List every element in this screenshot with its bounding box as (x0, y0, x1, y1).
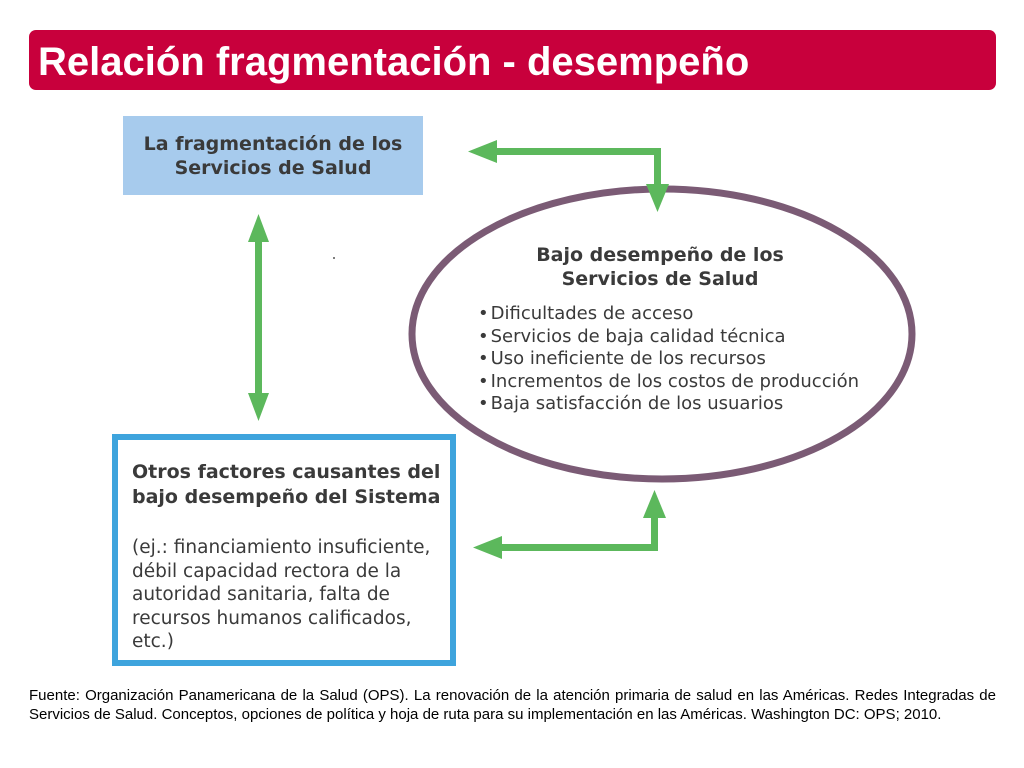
other-factors-title (132, 460, 452, 510)
bottom-elbow-arrow (473, 490, 666, 559)
other-factors-line: etc.) (132, 631, 174, 652)
other-factors-line: débil capacidad rectora de la (132, 560, 402, 582)
source-citation: Fuente: Organización Panamericana de la Salud (OPS). La renovación de la atención primaria de salud en las Américas. Redes Integradas de Servicios de Salud. Conceptos, opciones de política y hoja de ruta para su implementación en las Américas. Washington DC: OPS; 2010. (29, 687, 996, 723)
vertical-double-arrow (248, 214, 269, 421)
other-factors-line: recursos humanos calificados, (132, 607, 412, 629)
bullet-text: Incrementos de los costos de producción (490, 370, 860, 392)
other-factors-title-line2: bajo desempeño del Sistema (132, 486, 441, 508)
other-factors-line: (ej.: financiamiento insuficiente, (132, 537, 431, 558)
bullet-text: Dificultades de acceso (490, 303, 694, 324)
page-title: Relación fragmentación - desempeño (38, 40, 750, 84)
performance-bullet-list (478, 303, 900, 416)
bullet-text: Uso ineficiente de los recursos (490, 348, 766, 369)
fragmentation-label-line2: Servicios de Salud (174, 157, 372, 179)
other-factors-title-line1: Otros factores causantes del (132, 461, 441, 483)
stray-dot (333, 257, 335, 259)
fragmentation-label-line1: La fragmentación de los (143, 133, 403, 155)
bullet-text: Servicios de baja calidad técnica (490, 325, 786, 347)
performance-title (440, 243, 880, 291)
other-factors-line: autoridad sanitaria, falta de (132, 584, 390, 605)
list-item: • Uso ineficiente de los recursos (478, 348, 766, 369)
list-item: • Incrementos de los costos de producción (478, 370, 860, 392)
list-item: • Servicios de baja calidad técnica (478, 325, 786, 347)
list-item: • Dificultades de acceso (478, 303, 694, 324)
performance-ellipse-content (440, 243, 900, 416)
list-item: • Baja satisfacción de los usuarios (478, 393, 784, 414)
bullet-text: Baja satisfacción de los usuarios (490, 393, 784, 414)
performance-title-line2: Servicios de Salud (561, 268, 759, 290)
performance-title-line1: Bajo desempeño de los (536, 244, 784, 266)
other-factors-box (112, 434, 456, 666)
other-factors-body (132, 536, 442, 654)
